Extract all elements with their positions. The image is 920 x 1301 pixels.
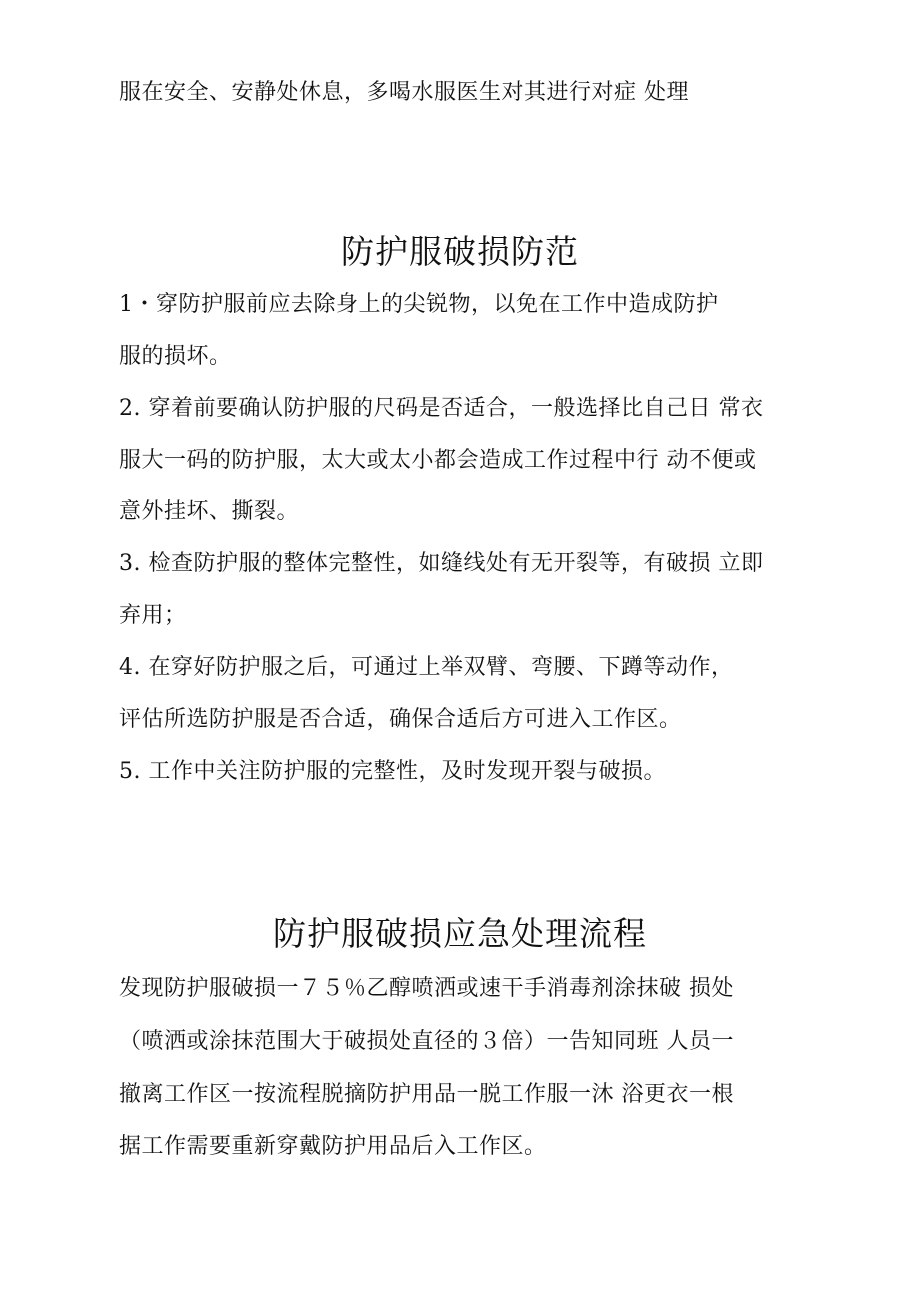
paragraph-line: 2. 穿着前要确认防护服的尺码是否适合，一般选择比自己日 常衣 xyxy=(119,396,764,421)
paragraph-line: 服大一码的防护服，太大或太小都会造成工作过程中行 动不便或 xyxy=(119,448,757,473)
paragraph-line: 意外挂坏、撕裂。 xyxy=(119,499,300,524)
paragraph-line: 评估所选防护服是否合适，确保合适后方可进入工作区。 xyxy=(119,707,682,732)
paragraph-line: 5. 工作中关注防护服的完整性，及时发现开裂与破损。 xyxy=(119,759,666,784)
section-title-prevention: 防护服破损防范 xyxy=(341,232,579,271)
paragraph-line: 1・穿防护服前应去除身上的尖锐物，以免在工作中造成防护 xyxy=(119,292,719,317)
paragraph-line: 撤离工作区一按流程脱摘防护用品一脱工作服一沐 浴更衣一根 xyxy=(119,1082,734,1107)
paragraph-line: （喷洒或涂抹范围大于破损处直径的３倍）一告知同班 人员一 xyxy=(119,1029,734,1054)
intro-paragraph-line: 服在安全、安静处休息，多喝水服医生对其进行对症 处理 xyxy=(119,80,689,105)
paragraph-line: 据工作需要重新穿戴防护用品后入工作区。 xyxy=(119,1134,547,1159)
paragraph-line: 弃用； xyxy=(119,603,187,628)
paragraph-line: 3. 检查防护服的整体完整性，如缝线处有无开裂等，有破损 立即 xyxy=(119,551,764,576)
paragraph-line: 服的损坏。 xyxy=(119,344,232,369)
section-title-emergency-procedure: 防护服破损应急处理流程 xyxy=(273,914,647,953)
paragraph-line: 发现防护服破损一７５％乙醇喷洒或速干手消毒剂涂抹破 损处 xyxy=(119,976,734,1001)
paragraph-line: 4. 在穿好防护服之后，可通过上举双臂、弯腰、下蹲等动作， xyxy=(119,655,734,680)
